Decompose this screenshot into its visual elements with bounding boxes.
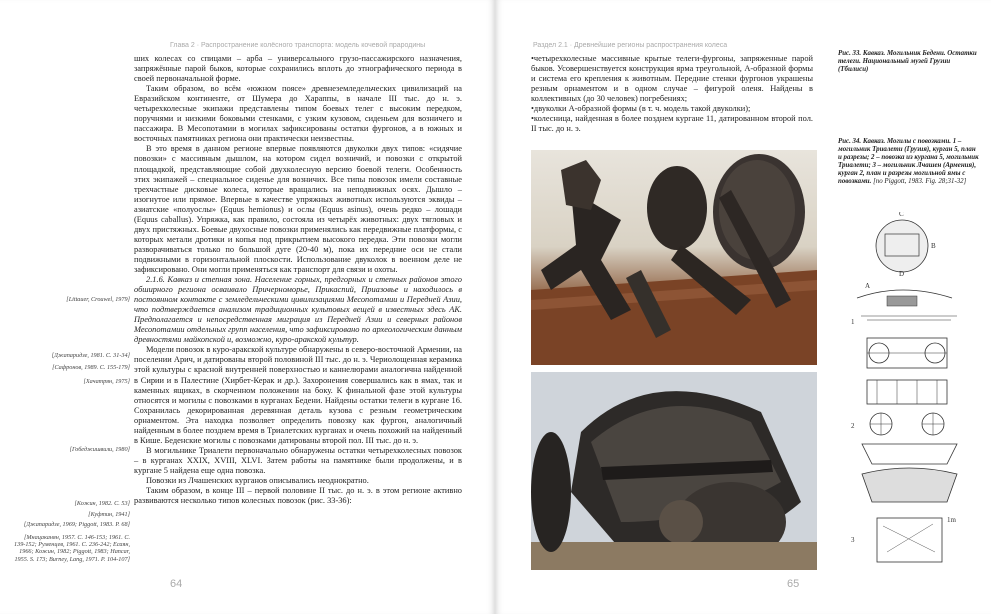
paragraph: Модели повозок в куро-аракской культуре обнаружены в северо-восточной Армении, на поселении Арич, и датированы второй половиной III тыс. до н. э. Чериолощенная керамика этой культуры с красной внутренней поверхностью и каннелюрами аналогична найденной в Сирии и в Палестине (Хирбет-Керак и др.). Захоронения совершались как в ямах, так и каменных ящиках, в скорченном положении на боку. К финальной фазе этой культуры относятся и могилы с повозками в курганах Бедени. Найдены остатки телеги в кургане 16. Сохранилась декорированная деревянная деталь кузова с резным геометрическим орнаментом. Эта находка позволяет определить повозку как фургон, аналогичный найденным в более позднем время в Триалетских курганах и очень похожий на найденный в Кише. Беденские могилы с повозками датированы второй пол. III тыс. до н. э. xyxy=(134,345,462,445)
left-page xyxy=(0,0,495,614)
margin-reference: [Сафронов, 1989. С. 155-179] xyxy=(52,364,130,371)
page-number-left: 64 xyxy=(170,578,183,590)
margin-reference: [Littauer, Crouwel, 1979] xyxy=(66,296,130,303)
paragraph: Таким образом, во всём «южном поясе» древнеземледельческих цивилизаций на Евразийском континенте, от Шумера до Хараппы, в начале III тыс. до н. э. четырехколесные экипажи представлены типом боевых телег с высоким передком, поручнями и низкими боковыми стенками, с узким кузовом, сиденьем для возничего и пассажира. В Месопотамии в могилах зафиксированы остатки фургонов, а в южных и восточных памятниках региона они практически неизвестны. xyxy=(134,84,462,144)
paragraph: Повозки из Лчашенских курганов описывались неоднократно. xyxy=(146,475,369,485)
grave-plans-drawing xyxy=(847,212,977,572)
paragraph: В это время в данном регионе впервые появляются двуколки двух типов: «сидячие повозки» с массивным дышлом, на котором сидел возничий, и повозки с открытой площадкой, представляющие собой двухколесную версию боевой телеги. Особенность этих экипажей – специальное сиденье для возничих. Все типы повозок имели составные трехчастные дисковые колеса, которые вращались на неподвижных осях. Дышло – изогнутое или прямое. Впервые в качестве упряжных животных используются эквиды – азиатские «полуослы» (Equus hemionus) и ослы (Equus asinus), очень редко – лошади (Equus caballus). Упряжка, как правило, состояла из четырёх животных: двух тягловых и двух пристяжных. Боевые двухосные повозки применялись как передвижные платформы, с которых метали дротики и копья под прикрытием высокого передка. Эти повозки могли разворачиваться только по большой дуге (20-40 м), пока их передние оси не стали подвижными в горизонтальной плоскости. Использование двуколок в военном деле не зафиксировано. Они могли применяться как транспорт для связи и охоты. xyxy=(134,144,462,274)
right-page xyxy=(495,0,991,614)
drawing-label-c: C xyxy=(899,212,904,218)
running-header-left: Глава 2 · Распространение колёсного транспорта: модель кочевой прародины xyxy=(170,42,426,49)
running-header-right: Раздел 2.1 · Древнейшие регионы распространения колеса xyxy=(533,42,728,49)
list-item: •четырехколесные массивные крытые телеги-фургоны, запряженные парой быков. Усовершенствуется конструкция ярма треугольной, А-образной формы и система его крепления к животным. Передние стенки фургонов украшены резным орнаментом и в одном случае – фигурой оленя. Найдены в коллективных (до 30 человек) погребениях; xyxy=(531,54,813,104)
wagon-remains-photo-1 xyxy=(531,150,817,365)
figure-caption-33: Рис. 33. Кавказ. Могильник Бедени. Остатки телеги. Национальный музей Грузии (Тбилиси) xyxy=(838,50,977,73)
drawing-label-a: A xyxy=(865,282,871,290)
margin-reference: [Кожин, 1982. С. 53] xyxy=(74,500,130,507)
margin-reference: [Куфтин, 1941] xyxy=(88,511,130,518)
right-body-text xyxy=(531,54,813,134)
paragraph: Таким образом, в конце III – первой половине II тыс. до н. э. в этом регионе активно развиваются несколько типов колесных повозок (рис. 33-36): xyxy=(134,486,462,506)
drawing-label-3: 3 xyxy=(851,536,855,544)
caption-source: [по Piggott, 1983. Fig. 28;31-32] xyxy=(873,178,967,185)
drawing-label-d: D xyxy=(899,270,905,278)
wagon-remains-photo-2 xyxy=(531,372,817,570)
margin-reference: [Мнацаканян, 1957. С. 146-153; 1961. С. 139-152; Руменцев, 1961. С. 236-242; Есаян, 1966; Кожин, 1982; Piggott, 1983; Hancar, 1955. S. 173; Burney, Lang, 1971. P. 104-107] xyxy=(14,534,131,563)
paragraph-section-heading: 2.1.6. Кавказ и степная зона. Население горных, предгорных и степных районов этого обширного региона осваивало Причерноморье, Прикаспий, Приазовье и находилось в постоянном контакте с земледельческими цивилизациями Месопотамии и Передней Азии, что подтверждается анализом традиционных культовых вещей в известных здесь АК. Предполагается и непосредственная миграция из Передней Азии и северных районов Месопотамии отдельных групп населения, что зафиксировано по археологическим данным древностями майкопской и, возможно, куро-аракской культур. xyxy=(134,275,462,345)
drawing-label-scale: 1m xyxy=(947,516,956,524)
margin-reference: [Гобеджишвили, 1980] xyxy=(69,446,130,453)
list-item: •двуколки А-образной формы (в т. ч. модель такой двуколки); xyxy=(531,104,751,114)
list-item: •колесница, найденная в более позднем кургане 11, датированном второй пол. II тыс. до н. э. xyxy=(531,114,813,134)
page-number-right: 65 xyxy=(787,578,800,590)
margin-reference: [Джапаридзе, 1981. С. 31-34] xyxy=(51,352,130,359)
drawing-label-2: 2 xyxy=(851,422,855,430)
drawing-label-1: 1 xyxy=(851,318,855,326)
left-body-text xyxy=(134,54,462,506)
caption-text: Рис. 34. Кавказ. Могилы с повозками. 1 – могильник Триалети (Грузия), курган 5, план и разрезы; 2 – повозка из кургана 5, могильник Триалети; 3 – могильник Лчашен (Армения), курган 2, план и разрезы могильной ямы с повозками. xyxy=(838,138,979,185)
margin-reference: [Хачатрян, 1975] xyxy=(83,378,130,385)
figure-caption-34 xyxy=(838,138,980,186)
drawing-label-b: B xyxy=(931,242,936,250)
margin-reference: [Джапаридзе, 1969; Piggott, 1983. P. 68] xyxy=(23,521,130,528)
paragraph: В могильнике Триалети первоначально обнаружены остатки четырехколесных повозок – в курганах XXIX, XVIII, XLVI. Затем работы на памятнике были продолжены, и в кургане 5 найдена еще одна повозка. xyxy=(134,445,462,475)
paragraph: ших колесах со спицами – арба – универсального грузо-пассажирского назначения, запряжённые парой быков, которые сохранились вплоть до этнографического периода в своей первоначальной форме. xyxy=(134,54,462,84)
